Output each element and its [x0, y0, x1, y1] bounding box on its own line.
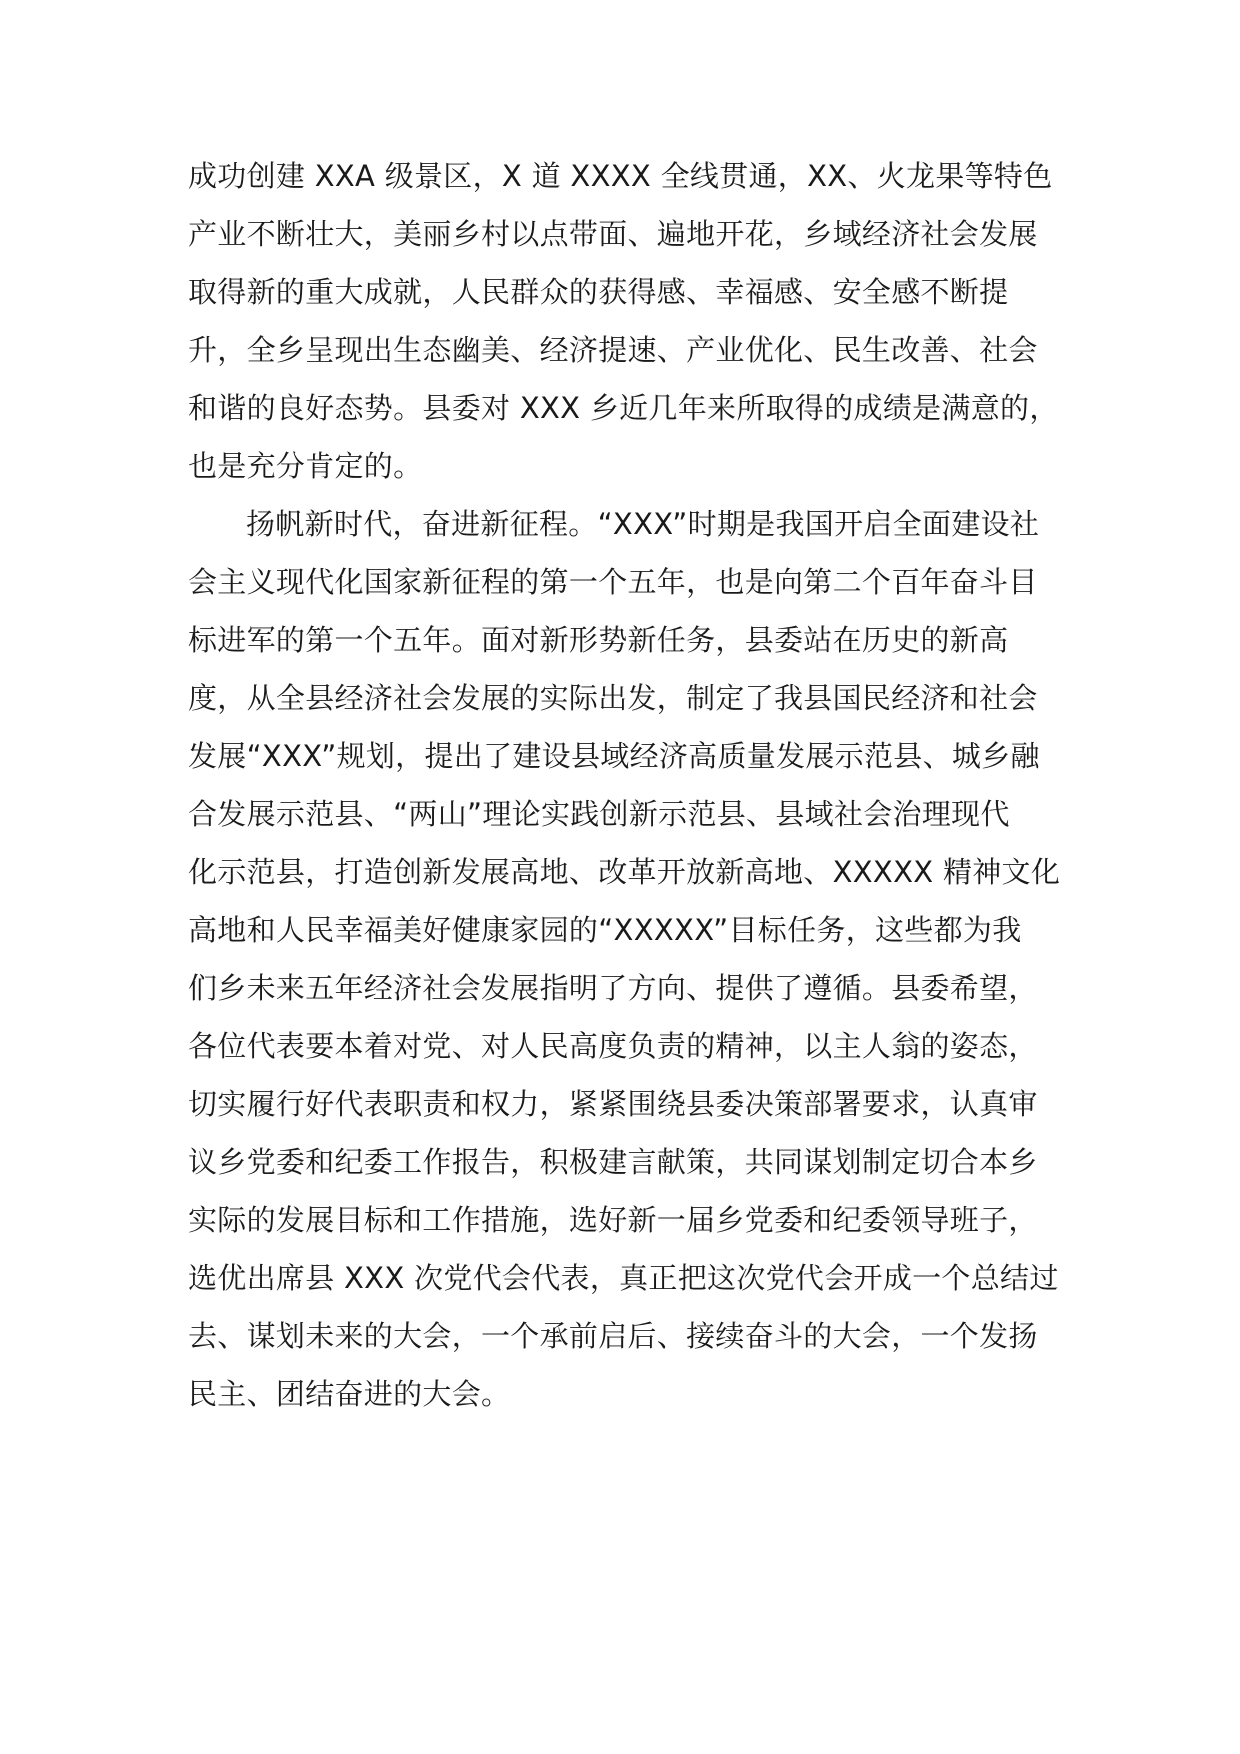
text-line: 和谐的良好态势。县委对 XXX 乡近几年来所取得的成绩是满意的，: [188, 391, 1059, 425]
text-line: 发展“XXX”规划，提出了建设县域经济高质量发展示范县、城乡融: [188, 739, 1040, 773]
text-line: 选优出席县 XXX 次党代会代表，真正把这次党代会开成一个总结过: [188, 1261, 1059, 1295]
text-line: 会主义现代化国家新征程的第一个五年，也是向第二个百年奋斗目: [188, 565, 1038, 599]
text-line: 化示范县，打造创新发展高地、改革开放新高地、XXXXX 精神文化: [188, 855, 1061, 889]
text-line: 产业不断壮大，美丽乡村以点带面、遍地开花，乡域经济社会发展: [188, 217, 1038, 251]
text-line: 标进军的第一个五年。面对新形势新任务，县委站在历史的新高: [188, 623, 1009, 657]
text-line: 议乡党委和纪委工作报告，积极建言献策，共同谋划制定切合本乡: [188, 1145, 1038, 1179]
text-line: 民主、团结奋进的大会。: [188, 1377, 511, 1411]
text-line: 们乡未来五年经济社会发展指明了方向、提供了遵循。县委希望，: [188, 971, 1038, 1005]
text-line: 去、谋划未来的大会，一个承前启后、接续奋斗的大会，一个发扬: [188, 1319, 1038, 1353]
text-line: 切实履行好代表职责和权力，紧紧围绕县委决策部署要求，认真审: [188, 1087, 1038, 1121]
text-line: 成功创建 XXA 级景区，X 道 XXXX 全线贯通，XX、火龙果等特色: [188, 159, 1053, 193]
text-line: 各位代表要本着对党、对人民高度负责的精神，以主人翁的姿态，: [188, 1029, 1038, 1063]
text-line: 升，全乡呈现出生态幽美、经济提速、产业优化、民生改善、社会: [188, 333, 1038, 367]
text-line: 高地和人民幸福美好健康家园的“XXXXX”目标任务，这些都为我: [188, 913, 1022, 947]
text-line: 合发展示范县、“两山”理论实践创新示范县、县域社会治理现代: [188, 797, 1010, 831]
text-line: 取得新的重大成就，人民群众的获得感、幸福感、安全感不断提: [188, 275, 1009, 309]
text-line: 实际的发展目标和工作措施，选好新一届乡党委和纪委领导班子，: [188, 1203, 1038, 1237]
text-line: 也是充分肯定的。: [188, 449, 423, 483]
text-line: 扬帆新时代，奋进新征程。“XXX”时期是我国开启全面建设社: [246, 507, 1040, 541]
text-line: 度，从全县经济社会发展的实际出发，制定了我县国民经济和社会: [188, 681, 1038, 715]
